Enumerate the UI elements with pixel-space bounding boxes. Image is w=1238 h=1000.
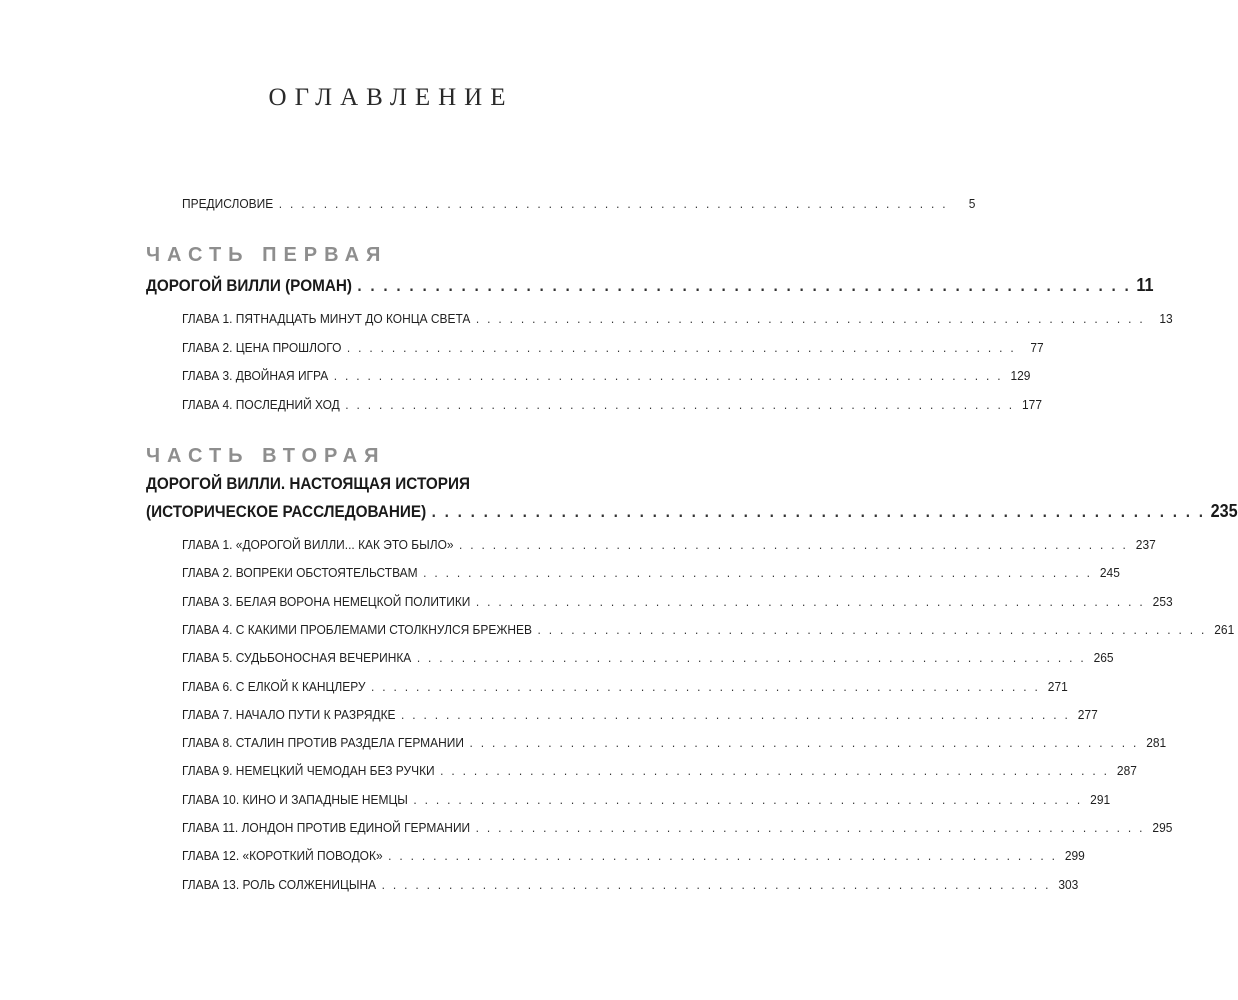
part-heading: ЧАСТЬ ПЕРВАЯ xyxy=(146,244,388,266)
toc-entry-chapter[interactable] xyxy=(182,565,1120,581)
leader-dots: . . . . . . . . . . . . . . . . . . . . . . . . . . . . . . . . . . . . . . . . . . . . . . . . . . . . . . . . . . . . xyxy=(381,876,1051,892)
leader-dots: . . . . . . . . . . . . . . . . . . . . . . . . . . . . . . . . . . . . . . . . . . . . . . . . . . . . . . . . . . . . xyxy=(475,311,1146,326)
toc-entry-label: ГЛАВА 6. С ЕЛКОЙ К КАНЦЛЕРУ xyxy=(182,678,366,694)
toc-entry-chapter[interactable] xyxy=(182,876,1079,892)
toc-entry-label: ГЛАВА 4. ПОСЛЕДНИЙ ХОД xyxy=(182,397,340,413)
toc-entry-chapter[interactable] xyxy=(182,311,1173,326)
page-title: ОГЛАВЛЕНИЕ xyxy=(268,84,514,111)
toc-entry-chapter[interactable] xyxy=(182,763,1137,779)
toc-entry-page: 261 xyxy=(1214,621,1235,637)
toc-entry-chapter[interactable] xyxy=(182,368,1031,384)
toc-entry-page: 295 xyxy=(1152,820,1173,835)
toc-entry-chapter[interactable] xyxy=(182,791,1111,807)
toc-section-page: 235 xyxy=(1210,501,1238,521)
leader-dots: . . . . . . . . . . . . . . . . . . . . . . . . . . . . . . . . . . . . . . . . . . . . . . . . . . . . . . . . . . . . xyxy=(423,565,1093,581)
toc-entry-chapter[interactable] xyxy=(182,706,1098,722)
toc-entry-page: 265 xyxy=(1093,650,1114,666)
toc-entry-chapter[interactable] xyxy=(182,735,1167,751)
leader-dots: . . . . . . . . . . . . . . . . . . . . . . . . . . . . . . . . . . . . . . . . . . . . . . . . . . . . . . . . . . . . xyxy=(371,678,1041,694)
toc-section-part1[interactable] xyxy=(146,275,1154,296)
toc-entry-page: 303 xyxy=(1058,876,1079,892)
toc-section-title-line1[interactable]: ДОРОГОЙ ВИЛЛИ. НАСТОЯЩАЯ ИСТОРИЯ xyxy=(146,474,471,493)
toc-section-title-line2: (ИСТОРИЧЕСКОЕ РАССЛЕДОВАНИЕ) xyxy=(146,502,427,521)
toc-section-part2[interactable] xyxy=(146,501,1238,522)
leader-dots: . . . . . . . . . . . . . . . . . . . . . . . . . . . . . . . . . . . . . . . . . . . . . . . . . . . . . . . . . . . . xyxy=(357,276,1132,295)
toc-entry-label: ГЛАВА 8. СТАЛИН ПРОТИВ РАЗДЕЛА ГЕРМАНИИ xyxy=(182,735,464,751)
toc-entry-label: ГЛАВА 9. НЕМЕЦКИЙ ЧЕМОДАН БЕЗ РУЧКИ xyxy=(182,763,435,779)
leader-dots: . . . . . . . . . . . . . . . . . . . . . . . . . . . . . . . . . . . . . . . . . . . . . . . . . . . . . . . . . . . . xyxy=(345,397,1015,413)
leader-dots: . . . . . . . . . . . . . . . . . . . . . . . . . . . . . . . . . . . . . . . . . . . . . . . . . . . . . . . . . . . . xyxy=(475,593,1146,609)
toc-entry-label: ПРЕДИСЛОВИЕ xyxy=(182,196,274,211)
toc-entry-label: ГЛАВА 2. ЦЕНА ПРОШЛОГО xyxy=(182,339,342,355)
leader-dots: . . . . . . . . . . . . . . . . . . . . . . . . . . . . . . . . . . . . . . . . . . . . . . . . . . . . . . . . . . . . xyxy=(346,339,1017,355)
leader-dots: . . . . . . . . . . . . . . . . . . . . . . . . . . . . . . . . . . . . . . . . . . . . . . . . . . . . . . . . . . . . xyxy=(440,763,1110,779)
toc-entry-page: 245 xyxy=(1099,565,1120,581)
part-heading: ЧАСТЬ ВТОРАЯ xyxy=(146,445,386,467)
toc-entry-page: 253 xyxy=(1152,593,1173,609)
leader-dots: . . . . . . . . . . . . . . . . . . . . . . . . . . . . . . . . . . . . . . . . . . . . . . . . . . . . . . . . . . . . xyxy=(401,706,1071,722)
toc-entry-label: ГЛАВА 1. «ДОРОГОЙ ВИЛЛИ... КАК ЭТО БЫЛО» xyxy=(182,537,454,552)
toc-entry-page: 237 xyxy=(1135,537,1156,552)
toc-entry-preface[interactable] xyxy=(182,196,976,211)
leader-dots: . . . . . . . . . . . . . . . . . . . . . . . . . . . . . . . . . . . . . . . . . . . . . . . . . . . . . . . . . . . . xyxy=(333,368,1003,384)
toc-entry-label: ГЛАВА 3. ДВОЙНАЯ ИГРА xyxy=(182,368,329,384)
toc-entry-chapter[interactable] xyxy=(182,678,1068,694)
toc-entry-page: 271 xyxy=(1047,678,1068,694)
toc-entry-page: 177 xyxy=(1022,397,1042,413)
leader-dots: . . . . . . . . . . . . . . . . . . . . . . . . . . . . . . . . . . . . . . . . . . . . . . . . . . . . . . . . . . . . xyxy=(278,196,948,211)
leader-dots: . . . . . . . . . . . . . . . . . . . . . . . . . . . . . . . . . . . . . . . . . . . . . . . . . . . . . . . . . . . . xyxy=(469,735,1139,751)
toc-entry-page: 281 xyxy=(1146,735,1167,751)
toc-entry-label: ГЛАВА 11. ЛОНДОН ПРОТИВ ЕДИНОЙ ГЕРМАНИИ xyxy=(182,820,471,835)
leader-dots: . . . . . . . . . . . . . . . . . . . . . . . . . . . . . . . . . . . . . . . . . . . . . . . . . . . . . . . . . . . . xyxy=(475,820,1145,835)
toc-entry-page: 291 xyxy=(1090,791,1111,807)
toc-entry-chapter[interactable] xyxy=(182,339,1044,355)
toc-entry-chapter[interactable] xyxy=(182,650,1114,666)
toc-entry-label: ГЛАВА 2. ВОПРЕКИ ОБСТОЯТЕЛЬСТВАМ xyxy=(182,565,418,581)
toc-entry-label: ГЛАВА 12. «КОРОТКИЙ ПОВОДОК» xyxy=(182,848,383,864)
toc-entry-page: 277 xyxy=(1077,706,1098,722)
toc-entry-page: 129 xyxy=(1010,368,1031,384)
toc-entry-page: 77 xyxy=(1030,339,1044,355)
toc-entry-label: ГЛАВА 4. С КАКИМИ ПРОБЛЕМАМИ СТОЛКНУЛСЯ БРЕЖНЕВ xyxy=(182,621,532,637)
toc-entry-chapter[interactable] xyxy=(182,621,1235,637)
toc-entry-label: ГЛАВА 13. РОЛЬ СОЛЖЕНИЦЫНА xyxy=(182,876,377,892)
toc-entry-chapter[interactable] xyxy=(182,537,1156,552)
toc-entry-chapter[interactable] xyxy=(182,848,1085,864)
toc-entry-page: 13 xyxy=(1159,311,1173,326)
toc-entry-label: ГЛАВА 3. БЕЛАЯ ВОРОНА НЕМЕЦКОЙ ПОЛИТИКИ xyxy=(182,593,471,609)
toc-entry-chapter[interactable] xyxy=(182,820,1173,835)
toc-entry-page: 5 xyxy=(968,196,976,211)
toc-entry-label: ГЛАВА 5. СУДЬБОНОСНАЯ ВЕЧЕРИНКА xyxy=(182,650,412,666)
toc-entry-label: ГЛАВА 7. НАЧАЛО ПУТИ К РАЗРЯДКЕ xyxy=(182,706,396,722)
toc-entry-chapter[interactable] xyxy=(182,397,1042,413)
leader-dots: . . . . . . . . . . . . . . . . . . . . . . . . . . . . . . . . . . . . . . . . . . . . . . . . . . . . . . . . . . . . xyxy=(431,502,1206,521)
leader-dots: . . . . . . . . . . . . . . . . . . . . . . . . . . . . . . . . . . . . . . . . . . . . . . . . . . . . . . . . . . . . xyxy=(388,848,1058,864)
toc-entry-chapter[interactable] xyxy=(182,593,1173,609)
leader-dots: . . . . . . . . . . . . . . . . . . . . . . . . . . . . . . . . . . . . . . . . . . . . . . . . . . . . . . . . . . . . xyxy=(459,537,1129,552)
toc-entry-label: ГЛАВА 1. ПЯТНАДЦАТЬ МИНУТ ДО КОНЦА СВЕТА xyxy=(182,311,471,326)
toc-entry-page: 299 xyxy=(1064,848,1085,864)
toc-section-page: 11 xyxy=(1136,275,1154,295)
leader-dots: . . . . . . . . . . . . . . . . . . . . . . . . . . . . . . . . . . . . . . . . . . . . . . . . . . . . . . . . . . . . xyxy=(413,791,1083,807)
leader-dots: . . . . . . . . . . . . . . . . . . . . . . . . . . . . . . . . . . . . . . . . . . . . . . . . . . . . . . . . . . . . xyxy=(537,621,1207,637)
toc-entry-page: 287 xyxy=(1116,763,1137,779)
toc-entry-label: ГЛАВА 10. КИНО И ЗАПАДНЫЕ НЕМЦЫ xyxy=(182,791,408,807)
toc-section-title: ДОРОГОЙ ВИЛЛИ (РОМАН) xyxy=(146,276,353,295)
leader-dots: . . . . . . . . . . . . . . . . . . . . . . . . . . . . . . . . . . . . . . . . . . . . . . . . . . . . . . . . . . . . xyxy=(416,650,1086,666)
